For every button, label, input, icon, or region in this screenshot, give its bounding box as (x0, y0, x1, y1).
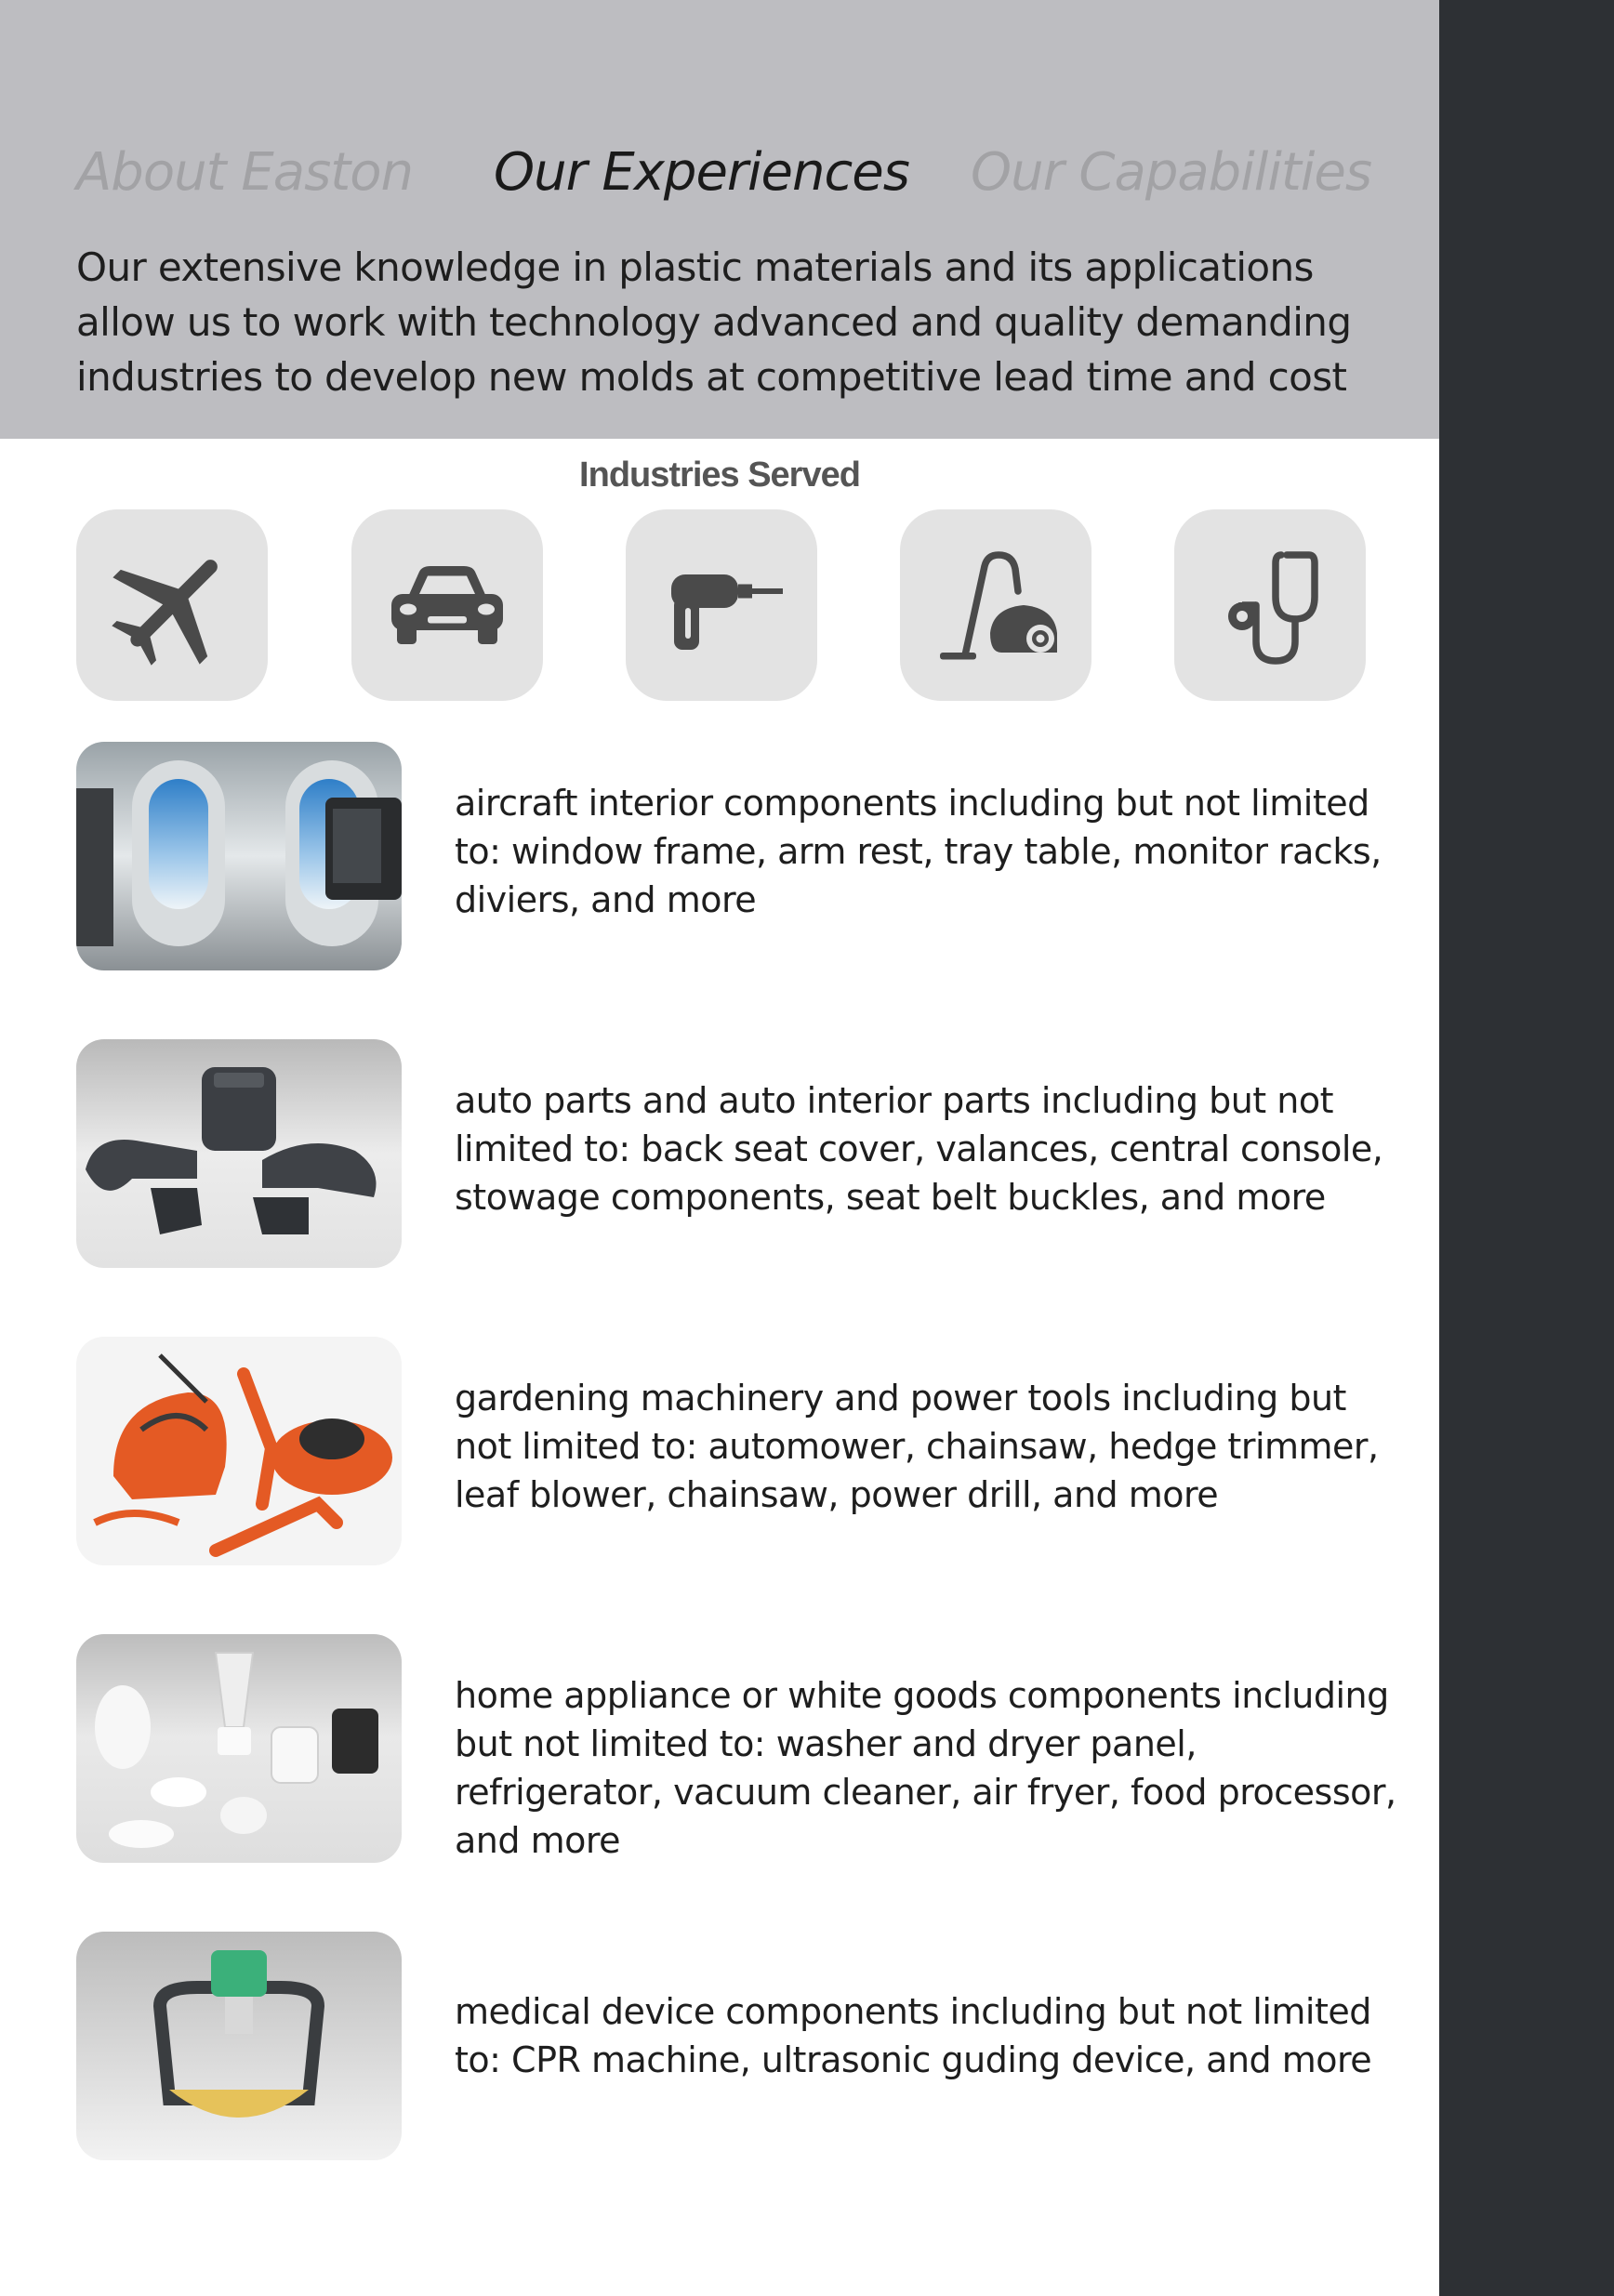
power-drill-icon (652, 535, 791, 675)
industry-tile-medical (1174, 509, 1366, 701)
home-appliances-image (76, 1634, 402, 1863)
medical-device-photo (76, 1932, 402, 2160)
stethoscope-icon (1200, 535, 1340, 675)
vacuum-cleaner-icon (926, 535, 1065, 675)
industry-tile-aerospace (76, 509, 268, 701)
industry-row-medical (76, 1932, 1396, 2160)
industry-tile-home-appliances (900, 509, 1091, 701)
intro-text: Our extensive knowledge in plastic materials and its applications allow us to work with technology advanced and quality demanding industries to develop new molds at competitive lead time and cost (76, 244, 1352, 400)
industry-row-home-appliances (76, 1634, 1396, 1863)
aircraft-interior-image (76, 742, 402, 970)
industry-row-aircraft (76, 742, 1396, 970)
industries-title: Industries Served (579, 455, 860, 495)
industry-description: medical device components including but not limited to: CPR machine, ultrasonic guding device, and more (455, 1991, 1372, 2080)
industry-row-automotive (76, 1039, 1396, 1268)
home-appliances-photo (76, 1634, 402, 1863)
car-icon (377, 535, 517, 675)
gardening-tools-image (76, 1337, 402, 1565)
right-sidebar (1439, 0, 1614, 2296)
gardening-tools-photo (76, 1337, 402, 1565)
industry-row-gardening (76, 1337, 1396, 1565)
auto-parts-photo (76, 1039, 402, 1268)
section-tabs (76, 139, 1378, 214)
airplane-icon (102, 535, 242, 675)
tab-our-capabilities[interactable]: Our Capabilities (971, 142, 1372, 203)
industry-description: auto parts and auto interior parts including but not limited to: back seat cover, valances, central console, stowage components, seat belt buckles, and more (455, 1080, 1383, 1218)
header-panel (0, 0, 1439, 439)
industry-tile-power-tools (626, 509, 817, 701)
industry-description: home appliance or white goods components including but not limited to: washer and dryer panel, refrigerator, vacuum cleaner, air fryer, food processor, and more (455, 1675, 1396, 1861)
industry-tile-automotive (351, 509, 543, 701)
aircraft-interior-photo (76, 742, 402, 970)
tab-about-easton[interactable]: About Easton (76, 142, 413, 203)
industry-description: aircraft interior components including but not limited to: window frame, arm rest, tray table, monitor racks, diviers, and more (455, 783, 1382, 920)
industry-description: gardening machinery and power tools including but not limited to: automower, chainsaw, hedge trimmer, leaf blower, chainsaw, power drill, and more (455, 1378, 1379, 1515)
medical-device-image (76, 1932, 402, 2160)
auto-parts-image (76, 1039, 402, 1268)
tab-our-experiences[interactable]: Our Experiences (494, 142, 909, 203)
